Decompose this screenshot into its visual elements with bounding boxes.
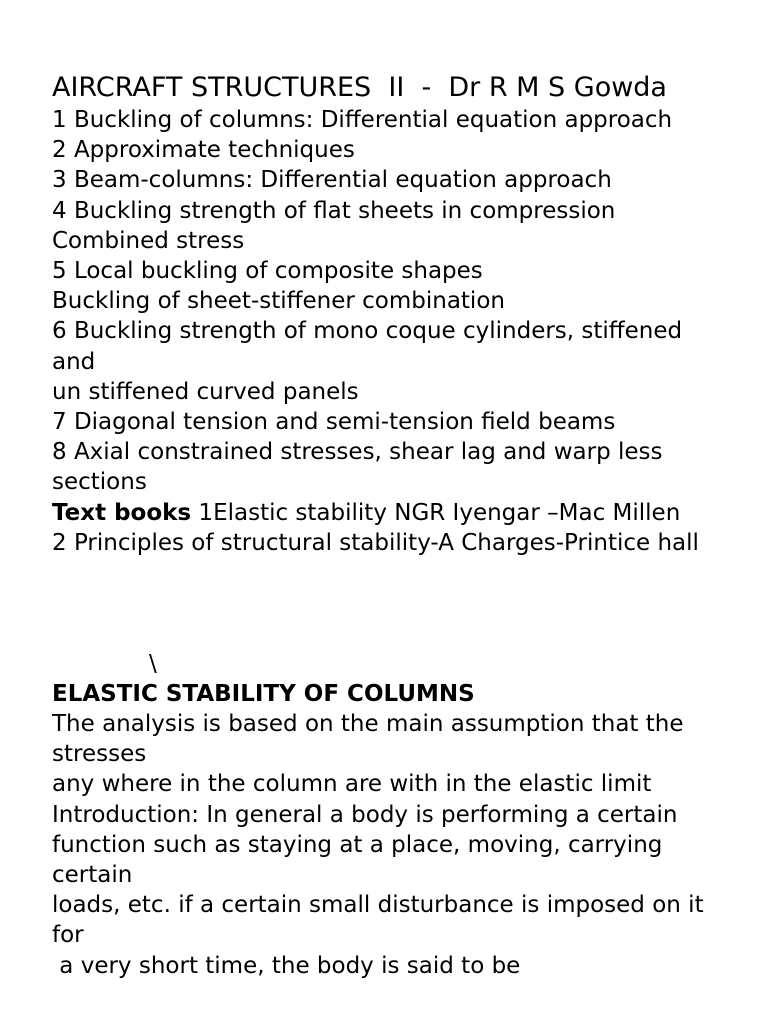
paragraph-line: Introduction: In general a body is performing a certain <box>52 801 678 828</box>
syllabus-line: Buckling of sheet-stiffener combination <box>52 288 505 315</box>
textbooks-line <box>52 498 768 528</box>
paragraph-line: a very short time, the body is said to be <box>52 952 521 979</box>
paragraph-line: any where in the column are with in the elastic limit <box>52 771 652 798</box>
document-body <box>52 105 768 981</box>
syllabus-line: 7 Diagonal tension and semi-tension field beams <box>52 409 616 436</box>
syllabus-line: 1 Buckling of columns: Differential equation approach <box>52 107 673 133</box>
paragraph-line: certain <box>52 862 133 889</box>
syllabus-line: 3 Beam-columns: Differential equation approach <box>52 167 612 194</box>
section-heading: ELASTIC STABILITY OF COLUMNS <box>52 680 475 707</box>
syllabus-line: 4 Buckling strength of flat sheets in compression <box>52 197 616 224</box>
syllabus-line: 5 Local buckling of composite shapes <box>52 258 483 285</box>
paragraph-line: for <box>52 922 84 949</box>
document-title: AIRCRAFT STRUCTURES II - Dr R M S Gowda <box>52 72 667 103</box>
syllabus-line: 6 Buckling strength of mono coque cylinders, stiffened <box>52 318 683 345</box>
blank-space <box>52 558 768 649</box>
textbook-1: 1Elastic stability NGR Iyengar –Mac Millen <box>191 499 681 526</box>
stray-backslash: \ <box>149 650 157 677</box>
textbooks-label: Text books <box>52 499 192 526</box>
paragraph-line: loads, etc. if a certain small disturbance is imposed on it <box>52 892 704 919</box>
syllabus-line: 2 Approximate techniques <box>52 137 355 164</box>
textbook-2: 2 Principles of structural stability-A Charges-Printice hall <box>52 529 699 556</box>
paragraph-line: function such as staying at a place, moving, carrying <box>52 831 663 858</box>
paragraph-line: stresses <box>52 741 147 768</box>
syllabus-line: 8 Axial constrained stresses, shear lag and warp less <box>52 439 663 466</box>
syllabus-line: sections <box>52 469 147 496</box>
paragraph-line: The analysis is based on the main assumption that the <box>52 711 684 738</box>
syllabus-line: and <box>52 348 96 375</box>
syllabus-line: Combined stress <box>52 227 245 254</box>
syllabus-line: un stiffened curved panels <box>52 378 359 405</box>
